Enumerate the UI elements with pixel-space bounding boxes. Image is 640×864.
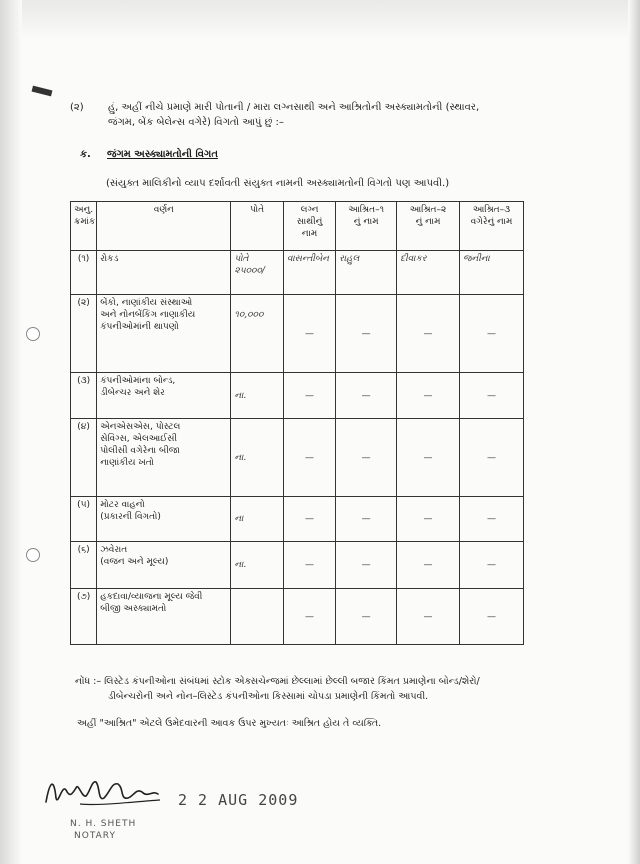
row-spouse-value: વાસન્તીબેન [283,251,335,295]
header-serial: અનુ. ક્રમાંક [71,202,97,251]
footnote-line-1: નોંધ :– લિસ્ટેડ કંપનીઓના સંબંધમાં સ્ટોક એક્સચેન્જમાં છેલ્લામાં છેલ્લી બજાર કિંમત પ્રમાણેના બોન્ડ/શેરો/ [75,676,480,687]
row-dependent-1-value: રાહુલ [336,251,397,295]
row-description: ઝવેરાત (વજન અને મૂલ્ય) [97,542,231,589]
row-dependent-3-value: — [459,497,523,542]
row-description: મોટર વાહનો (પ્રકારની વિગતો) [97,497,231,542]
header-self: પોતે [231,202,283,251]
page-edge-right [628,0,640,864]
row-description: રોકડ [97,251,231,295]
header-description: વર્ણન [97,202,231,251]
row-self-value: પોતે ૨૫૦૦૦/ [231,251,283,295]
table-row [71,295,524,373]
row-dependent-1-value: — [336,295,397,373]
punch-hole-icon [26,327,40,341]
row-self-value: ના. [231,542,283,589]
row-number: (૧) [71,251,97,295]
intro-line-1: હું, અહીં નીચે પ્રમાણે મારી પોતાની / મારા લગ્નસાથી અને આશ્રિતોની અસ્ક્યામતોની (સ્થાવર, [108,102,480,113]
row-spouse-value: — [283,542,335,589]
punch-hole-icon [26,548,40,562]
row-number: (૫) [71,497,97,542]
header-dependent-1: આશ્રિત–૧ નું નામ [336,202,397,251]
header-dependent-3: આશ્રિત–૩ વગેરેનું નામ [459,202,523,251]
row-dependent-1-value: — [336,542,397,589]
intro-line-2: જંગમ, બેંક બેલેન્સ વગેરે) વિગતો આપું છું :– [108,117,284,128]
section-title: જંગમ અસ્ક્યામતોની વિગત [107,149,218,160]
row-self-value: ના. [231,373,283,419]
row-description: બેંકો, નાણાંકીય સંસ્થાઓ અને નોનબેંકિંગ નાણાકીય કંપનીઓમાંની થાપણો [97,295,231,373]
table-header-row [71,202,524,251]
row-dependent-3-value: — [459,589,523,645]
row-dependent-1-value: — [336,589,397,645]
row-dependent-2-value: — [397,542,460,589]
footnote-line-3: અહીં "આશ્રિત" એટલે ઉમેદવારની આવક ઉપર મુખ્યતઃ આશ્રિત હોય તે વ્યક્તિ. [77,718,382,729]
row-dependent-2-value: દીવાકર [397,251,460,295]
row-number: (૬) [71,542,97,589]
stamp-title: NOTARY [74,831,116,841]
table-row [71,497,524,542]
row-description: કંપનીઓમાંના બોન્ડ, ડીબેન્ચર અને શેર [97,373,231,419]
row-spouse-value: — [283,419,335,497]
row-spouse-value: — [283,589,335,645]
stamp-name: N. H. SHETH [70,819,137,829]
row-spouse-value: — [283,373,335,419]
header-dependent-2: આશ્રિત–૨ નું નામ [397,202,460,251]
ink-mark [32,86,53,97]
signature-image [40,768,170,816]
row-description: એનએસએસ, પોસ્ટલ સેવિંગ્સ, એલઆઈસી પોલીસી વગેરેના બીજા નાણાંકીય ખતો [97,419,231,497]
header-spouse: લગ્ન સાથીનું નામ [283,202,335,251]
row-dependent-2-value: — [397,373,460,419]
row-dependent-2-value: — [397,497,460,542]
row-dependent-1-value: — [336,419,397,497]
table-row [71,373,524,419]
intro-number: (૨) [70,102,84,113]
row-number: (૨) [71,295,97,373]
row-description: હકદાવા/વ્યાજના મૂલ્ય જેવી બીજી અસ્ક્યામતો [97,589,231,645]
row-dependent-2-value: — [397,419,460,497]
row-self-value [231,589,283,645]
section-letter: ક. [80,149,91,160]
footnote-line-2: ડીબેન્ચરોની અને નોન–લિસ્ટેડ કંપનીઓના કિસ્સામાં ચોપડા પ્રમાણેની કિંમતો આપવી. [108,691,429,702]
row-number: (૩) [71,373,97,419]
row-dependent-3-value: — [459,542,523,589]
row-number: (૪) [71,419,97,497]
row-dependent-3-value: — [459,295,523,373]
assets-table [70,201,524,645]
row-self-value: ૧૦,૦૦૦ [231,295,283,373]
section-note: (સંયુક્ત માલિકીનો વ્યાપ દર્શાવતી સંયુક્ત નામની અસ્ક્યામતોની વિગતો પણ આપવી.) [106,178,450,189]
page-shadow-top [0,0,640,40]
table-row [71,419,524,497]
row-dependent-2-value: — [397,295,460,373]
row-dependent-1-value: — [336,373,397,419]
row-dependent-2-value: — [397,589,460,645]
table-row [71,542,524,589]
row-self-value: ના. [231,419,283,497]
row-spouse-value: — [283,497,335,542]
row-spouse-value: — [283,295,335,373]
row-dependent-3-value: — [459,373,523,419]
row-dependent-3-value: — [459,419,523,497]
row-dependent-1-value: — [336,497,397,542]
table-row [71,251,524,295]
stamp-date: 2 2 AUG 2009 [178,791,299,809]
row-dependent-3-value: જનીના [459,251,523,295]
table-row [71,589,524,645]
page-edge-left [0,0,22,864]
row-number: (૭) [71,589,97,645]
row-self-value: ના [231,497,283,542]
